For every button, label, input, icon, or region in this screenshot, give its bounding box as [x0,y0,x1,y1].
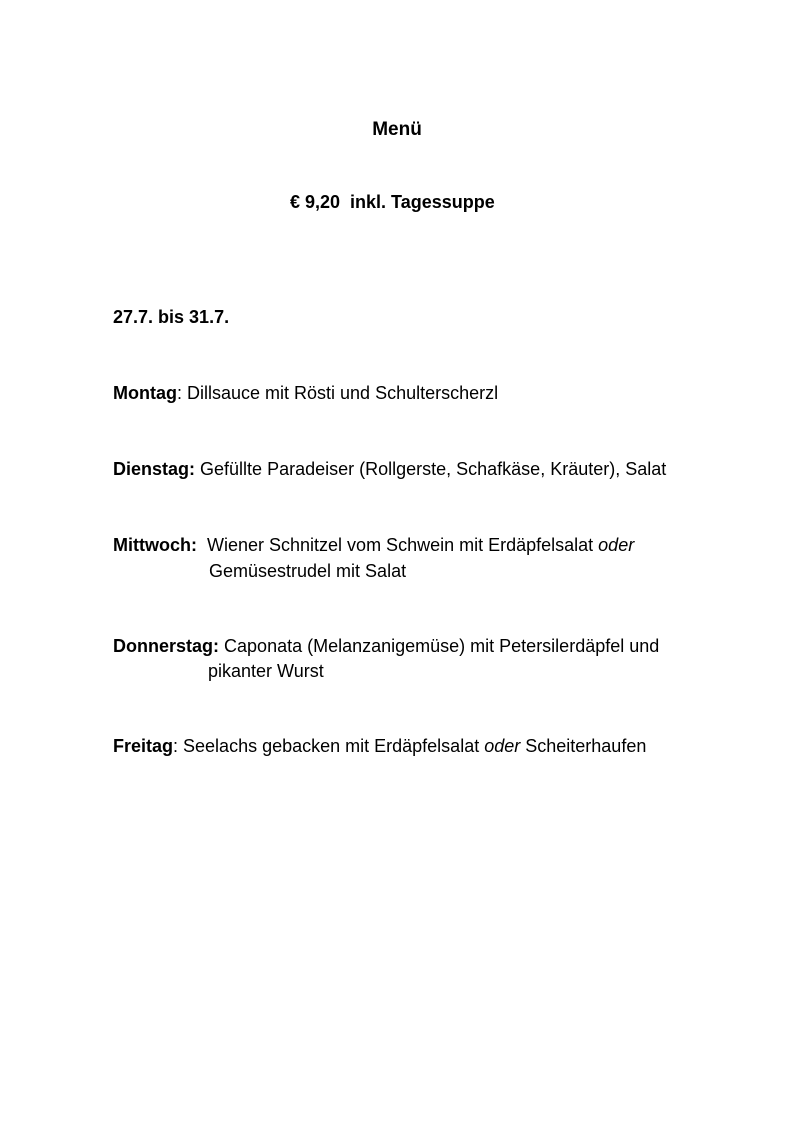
menu-row-montag [113,383,498,404]
dish-donnerstag-line2: pikanter Wurst [208,661,324,681]
or-word: oder [484,736,521,756]
day-separator: : [173,736,184,756]
price-line: € 9,20 inkl. Tagessuppe [290,192,495,212]
dish-mittwoch-a: Wiener Schnitzel vom Schwein mit Erdäpfelsalat [207,535,599,555]
dish-dienstag: Gefüllte Paradeiser (Rollgerste, Schafkäse, Kräuter), Salat [200,459,667,479]
menu-row-freitag [113,736,646,757]
dish-freitag-a: Seelachs gebacken mit Erdäpfelsalat [183,736,485,756]
dish-mittwoch-b: Gemüsestrudel mit Salat [209,561,407,581]
dish-donnerstag-line1: Caponata (Melanzanigemüse) mit Petersilerdäpfel und [224,636,660,656]
day-label-mittwoch: Mittwoch: [113,535,197,555]
day-label-donnerstag: Donnerstag: [113,636,220,656]
dish-montag: Dillsauce mit Rösti und Schulterscherzl [187,383,499,403]
day-separator [197,535,207,555]
day-label-dienstag: Dienstag: [113,459,196,479]
or-word: oder [598,535,635,555]
menu-title: Menü [372,119,422,140]
menu-row-dienstag [113,459,666,480]
day-label-freitag: Freitag [113,736,174,756]
menu-row-mittwoch [113,535,634,556]
dish-freitag-b: Scheiterhaufen [520,736,647,756]
day-label-montag: Montag [113,383,177,403]
menu-row-donnerstag [113,636,659,657]
date-range: 27.7. bis 31.7. [113,307,230,327]
day-separator: : [176,383,187,403]
